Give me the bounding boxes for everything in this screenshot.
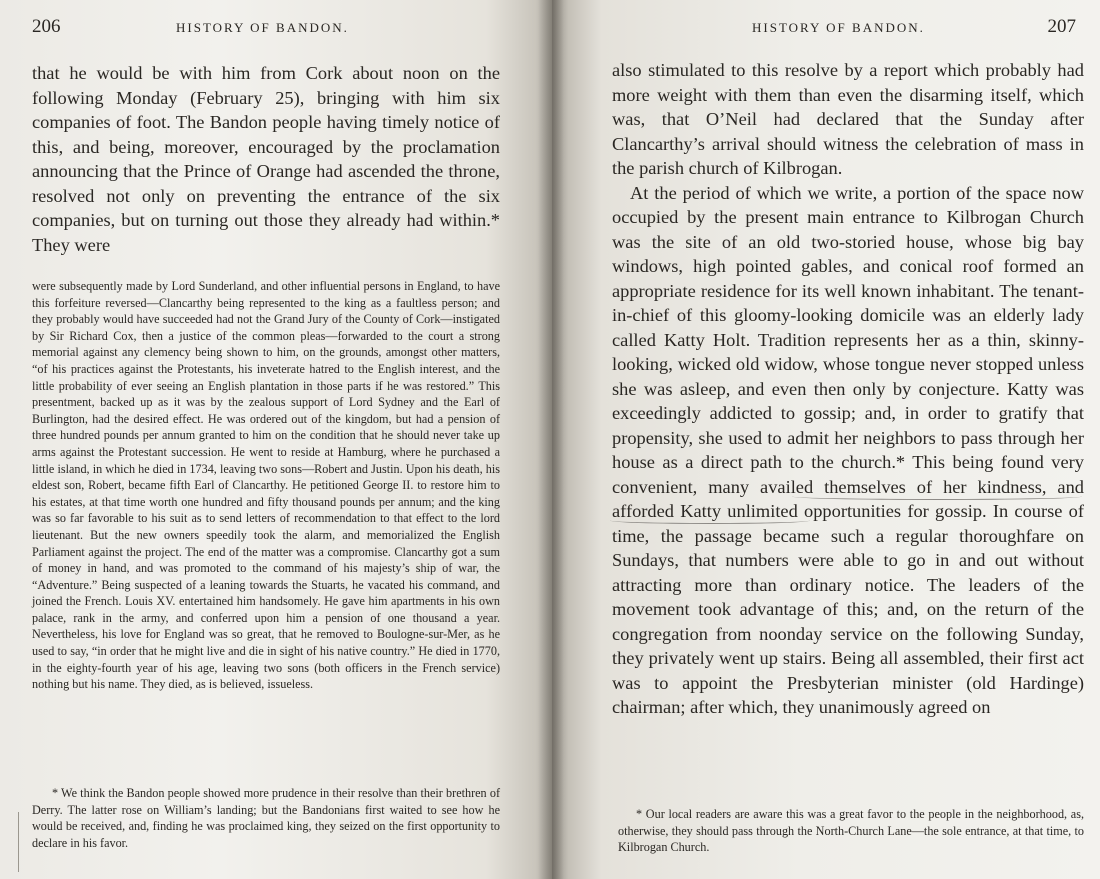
- page-number-right: 207: [1047, 16, 1076, 37]
- left-body-text: that he would be with him from Cork about noon on the following Monday (February 25), bringing with him six companies of foot. The Bandon people having timely notice of this, and being, moreover, encouraged by the proclamation announcing that the Prince of Orange had ascended the throne, resolved not only on preventing the entrance of the six companies, but on turning out those they already had within.* They were: [32, 63, 500, 255]
- right-page: [552, 0, 1100, 879]
- margin-pencil-mark: [18, 812, 19, 872]
- pencil-underline: [610, 517, 810, 524]
- right-body-text: [612, 58, 1084, 720]
- right-page-header: [552, 16, 1100, 44]
- running-head-right: HISTORY OF BANDON.: [752, 20, 925, 35]
- right-paragraph-1: also stimulated to this resolve by a report which probably had more weight with them than even the disarming itself, which was, that O’Neil had declared that the Sunday after Clancarthy’s arrival should witness the celebration of mass in the parish church of Kilbrogan.: [612, 60, 1084, 178]
- running-head-left: HISTORY OF BANDON.: [176, 20, 349, 35]
- footnote-left: * We think the Bandon people showed more prudence in their resolve than their brethren of Derry. The latter rose on William’s landing; but the Bandonians first waited to see how he would be received, and, finding he was proclaimed king, they seized on the first opportunity to declare in his favor.: [32, 786, 500, 850]
- right-paragraph-2: At the period of which we write, a portion of the space now occupied by the present main entrance to Kilbrogan Church was the site of an old two-storied house, whose big bay windows, high pointed gables, and conical roof formed an appropriate residence for its well known inhabitant. The tenant-in-chief of this gloomy-looking domicile was an elderly lady called Katty Holt. Tradition represents her as a thin, skinny-looking, wicked old widow, whose tongue never stopped unless she was asleep, and even then only by conjecture. Katty was exceedingly addicted to gossip; and, in order to gratify that propensity, she used to admit her neighbors to pass through her house as a direct path to the church.* This being found very convenient, many availed themselves of her kindness, and afforded Katty unlimited opportunities for gossip. In course of time, the passage became such a regular thoroughfare on Sundays, that numbers were able to go in and out without attracting more than ordinary notice. The leaders of the movement took advantage of this; and, on the return of the congregation from noonday service on the following Sunday, they privately went up stairs. Being all assembled, their first act was to appoint the Presbyterian minister (old Hardinge) chairman; after which, they unanimously agreed on: [612, 182, 1084, 717]
- footnote-right: * Our local readers are aware this was a great favor to the people in the neighborhood, as, otherwise, they should pass through the North-Church Lane—the sole entrance, at that time, to Kilbrogan Church.: [618, 807, 1084, 855]
- pencil-underline: [792, 493, 1082, 500]
- page-number-left: 206: [32, 16, 61, 37]
- left-page-header: [0, 16, 552, 44]
- footnote-continued: were subsequently made by Lord Sunderland, and other influential persons in England, to have this forfeiture reversed—Clancarthy being represented to the king as a faultless person; and they probably would have succeeded had not the Grand Jury of the County of Cork—instigated by Sir Richard Cox, then a justice of the common pleas—forwarded to the court a strong memorial against any clemency being shown to him, on the grounds, amongst other matters, “of his practices against the Protestants, his inveterate hatred to the English interest, and the little probability of ever seeing an English plantation in those parts if he was restored.” This presentment, backed up as it was by the zealous support of Lord Sydney and the Earl of Burlington, had the desired effect. He was ordered out of the kingdom, but had a pension of three hundred pounds per annum granted to him on the condition that he should never take up arms against the Protestant succession. He went to reside at Hamburg, where he purchased a little island, in which he died in 1734, leaving two sons—Robert and Justin. Upon his death, his eldest son, Robert, became fifth Earl of Clancarthy. He petitioned George II. to restore him to his estates, at that time worth one hundred and fifty thousand pounds per annum; and the king was so far favorable to his suit as to send letters of recommendation to that effect to the lord lieutenant. But the new owners speedily took the alarm, and memorialized the English Parliament against the project. The end of the matter was a compromise. Clancarthy got a sum of money in hand, and was promoted to the command of his majesty’s ship of war, the “Adventure.” Being suspected of a leaning towards the Stuarts, he vacated his command, and joined the French. Louis XV. entertained him handsomely. He gave him apartments in his own palace, rank in the army, and conferred upon him a pension of one thousand a year. Nevertheless, his love for England was so great, that he removed to Boulogne-sur-Mer, as he used to say, “in order that he might live and die in sight of his native country.” He died in 1770, in the eighty-fourth year of his age, leaving two sons (both officers in the French service) nothing but his name. They died, as is believed, issueless.: [32, 279, 500, 692]
